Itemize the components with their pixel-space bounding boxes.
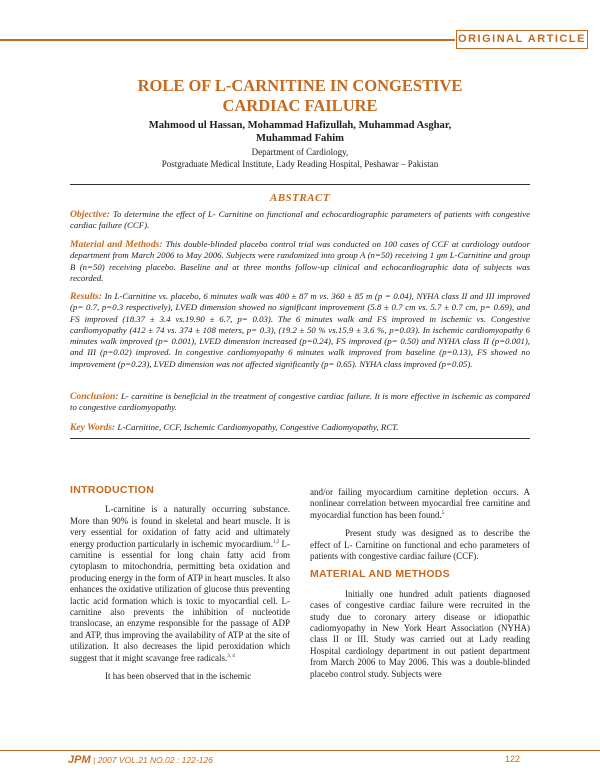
objective-text: To determine the effect of L- Carnitine on functional and echocardiographic parameters of patients with congestive cardiac failure (CCF).: [70, 209, 530, 231]
methods-text: This double-blinded placebo control trial was conducted on 100 cases of CCF at cardiology outdoor department from March 2006 to May 2006. Subjects were randomized into group A (n=50) receiving 1 gm L-Carnitine and group B (n=50) receiving placebo. Baseline and at three months follow-up clinical and echocardiographic data of subjects was recorded.: [70, 239, 530, 283]
journal-citation: 2007 VOL.21 NO.02 : 122-126: [97, 755, 213, 765]
abstract-objective: [70, 209, 530, 232]
citation-3-4: 3, 4: [227, 653, 235, 659]
methods-paragraph-1: Initially one hundred adult patients diagnosed cases of congestive cardiac failure were recruited in the study due to coronary artery disease or idiopathic cadiomyopathy in New York Heart Association (NYHA) class II or III. Study was carried out at Lady reading Hospital cardiology department in out patient department from March 2006 to May 2006. This was a double-blinded placebo control study. Subjects were: [310, 588, 530, 679]
abstract-bottom-rule: [70, 438, 530, 439]
intro-p1-part-b: L- carnitine is essential for long chain fatty acid from cytoplasm to mitochondria, permitting beta oxidation and producing energy in the form of ATP in heart muscles. It also enhances the oxidative utilization of glucose thus preventing lactic acid formation which is toxic to myocardial cell. L-carnitine also prevents the inhibition of nucleotide translocase, an enzyme responsible for the passage of ADP and ATP, thus improving the availability of ATP at the site of utilization. It also decreases the lipid peroxidation which suggest that it might scavange free radicals.: [70, 538, 290, 663]
header-rule: [0, 39, 455, 41]
abstract-keywords: [70, 422, 530, 433]
intro-paragraph-2: It has been observed that in the ischemic: [105, 671, 252, 682]
abstract-results: [70, 291, 530, 370]
title-line-2: CARDIAC FAILURE: [222, 96, 378, 115]
intro-p1-part-a: L-carnitine is a naturally occurring substance. More than 90% is found in skeletal and heart muscle. It is very essential for oxidation of fatty acid and ultimately energy production particularly in ischemic myocardium.: [70, 504, 290, 549]
authors-line-1: Mahmood ul Hassan, Mohammad Hafizullah, Muhammad Asghar,: [148, 120, 452, 131]
right-paragraph-2: Present study was designed as to describe the effect of L- Carnitine on functional and echo parameters of patients with congestive cardiac failure (CCF).: [310, 528, 530, 562]
footer-citation: JPM | 2007 VOL.21 NO.02 : 122-126: [68, 754, 213, 766]
right-paragraph-1: [310, 487, 530, 521]
intro-paragraph-1: [70, 504, 290, 664]
methods-label: Material and Methods:: [70, 239, 163, 250]
journal-abbrev: JPM: [68, 754, 91, 766]
title-line-1: ROLE OF L-CARNITINE IN CONGESTIVE: [137, 76, 463, 95]
affiliation-line-1: Department of Cardiology,: [251, 147, 349, 157]
abstract-conclusion: [70, 391, 530, 414]
conclusion-text: L- carnitine is beneficial in the treatment of congestive cardiac failure. It is more effective in ischemic as compared to congestive cardiomyopathy.: [70, 391, 531, 413]
footer-rule: [0, 750, 600, 751]
abstract-methods: [70, 239, 530, 284]
methods-heading: MATERIAL AND METHODS: [310, 568, 450, 581]
right-p1-text: and/or failing myocardium carnitine depletion occurs. A nonlinear correlation between myocardial free carnitine and myocardial function has been found.: [310, 487, 530, 520]
keywords-text: L-Carnitine, CCF, Ischemic Cardiomyopathy, Congestive Cadiomyopathy, RCT.: [117, 422, 399, 432]
left-column: [70, 485, 290, 690]
page-number: 122: [505, 754, 521, 764]
authors-line-2: Muhammad Fahim: [256, 133, 344, 144]
introduction-heading: INTRODUCTION: [70, 484, 155, 496]
keywords-label: Key Words:: [70, 422, 116, 433]
citation-5: 5: [441, 510, 445, 516]
article-title: [0, 76, 600, 116]
abstract-heading: ABSTRACT: [269, 192, 331, 204]
article-type-badge: ORIGINAL ARTICLE: [456, 30, 588, 49]
citation-1-2: 1,2: [272, 539, 280, 545]
results-text: In L-Carnitine vs. placebo, 6 minutes walk was 400 ± 87 m vs. 360 ± 85 m (p = 0.04), NYHA class II and III improved (p= 0.7, p=0.3 respectively), LVED dimension showed no significant improvement (5.8 ± 0.7 cm vs. 5.7 ± 0.7 cm, p= 0.69), and FS improved (18.37 ± 3.4 vs.19.90 ± 6.7, p= 0.03). The 6 minutes walk and FS improved in ischemic vs. Congestive cardiomyopathy (412 ± 74 vs. 374 ± 108 meters, p= 0.3), (19.2 ± 50 % vs.15.9 ± 3.6 %, p=0.03). In ischemic cardiomyopathy 6 minutes walk improved (p= 0.001), LVED dimension increased (p=0.24), FS improved (p= 0.50) and NYHA class II (p=0.001), and III (p=0.02) improved. In congestive cardiomyopathy 6 minutes walk improved from baseline (p=0.13), FS showed no improvement (p=0.23), LVED dimension was not affected significantly (p= 0.65). NYHA class improved (p=0.05).: [70, 291, 530, 369]
objective-label: Objective:: [70, 209, 110, 220]
results-label: Results:: [70, 291, 102, 302]
affiliation-line-2: Postgraduate Medical Institute, Lady Reading Hospital, Peshawar – Pakistan: [161, 158, 439, 169]
abstract-top-rule: [70, 184, 530, 185]
authors: [0, 119, 600, 145]
conclusion-label: Conclusion:: [70, 391, 119, 402]
right-column: [310, 487, 530, 687]
affiliation: [0, 147, 600, 170]
